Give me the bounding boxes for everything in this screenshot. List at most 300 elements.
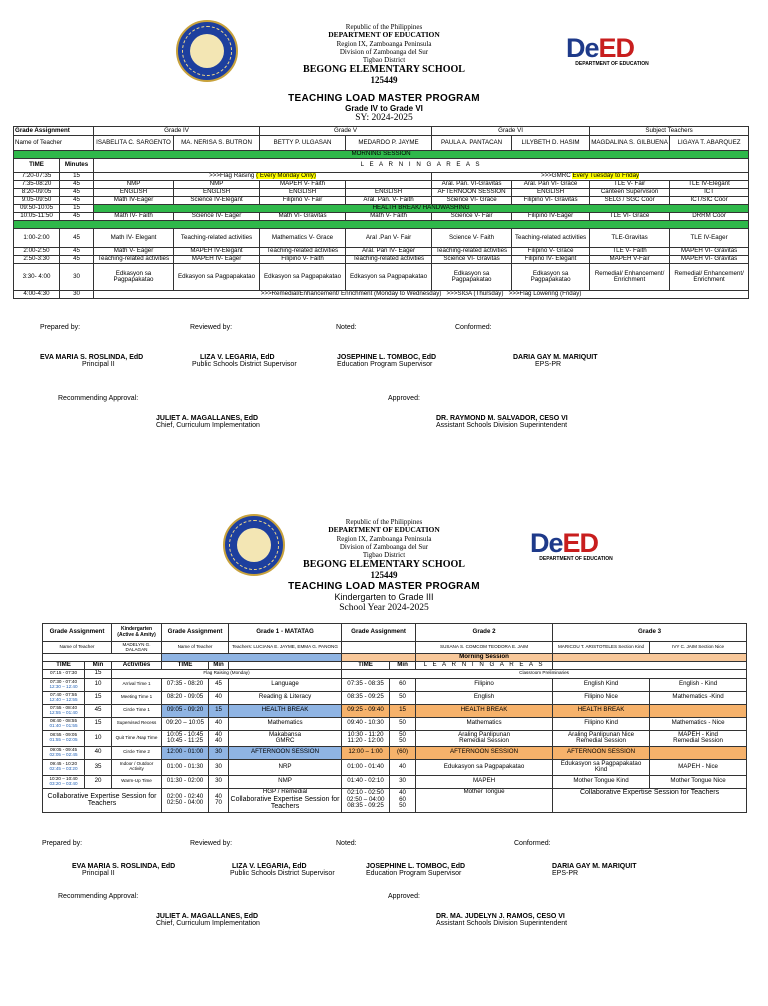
cell: Remedial/ Enhancement/ Enrichment	[590, 264, 670, 291]
school-name: BEGONG ELEMENTARY SCHOOL	[303, 63, 465, 75]
cell: MAPEH IV- Eager	[174, 256, 260, 264]
teacher-row	[43, 642, 747, 654]
cell: 15	[60, 205, 94, 213]
cell: Collaborative Expertise Session for Teachers	[553, 788, 747, 812]
cell-text: 02:00 - 02:40	[166, 792, 204, 800]
cell-text: 40	[215, 730, 222, 738]
cell: Grade V	[260, 127, 432, 136]
cell	[390, 730, 416, 746]
cell: Meeting Time 1	[112, 691, 162, 704]
cell-text: >>>GMRC	[540, 172, 571, 180]
cell-text: 60	[399, 795, 406, 803]
cell: Edkasyon sa Pagpapakatao	[432, 264, 512, 291]
signatory-eps-pr	[552, 863, 637, 877]
cell: 40	[390, 759, 416, 775]
cell: 12:00 – 1:00	[342, 746, 390, 759]
cell: 01:30 - 02:00	[162, 775, 209, 788]
cell: MA. NERISA S. BUTRON	[174, 136, 260, 151]
cell-text: 07:40 - 07:55	[49, 691, 78, 697]
cell: 08:20 - 09:05	[162, 691, 209, 704]
cell: 12:00 - 01:00	[162, 746, 209, 759]
cell: Edkasyon sa Pagpapakatao	[346, 264, 432, 291]
cell: ENGLISH	[346, 189, 432, 197]
cell	[650, 746, 747, 759]
cell: NMP	[229, 775, 342, 788]
cell	[650, 730, 747, 746]
cell: Grade Assignment	[14, 127, 94, 136]
cell: Grade 3	[553, 624, 747, 642]
cell	[43, 704, 85, 717]
cell: Morning Session	[416, 654, 553, 662]
cell: Subject Teachers	[590, 127, 749, 136]
cell: 09:05 - 09:20	[162, 704, 209, 717]
cell: 2:50-3:30	[14, 256, 60, 264]
cell: MAPEH - Nice	[650, 759, 747, 775]
cell: Grade IV	[94, 127, 260, 136]
signatory-position: Public Schools District Supervisor	[230, 870, 335, 877]
cell: Canteen Supervision	[590, 189, 670, 197]
cell	[43, 678, 85, 691]
table-row	[14, 229, 749, 248]
cell	[162, 788, 209, 812]
cell: 30	[390, 775, 416, 788]
cell-text: GMRC	[275, 737, 295, 744]
cell: Name of Teacher	[162, 642, 229, 654]
page-subtitle: Kindergarten to Grade III	[334, 592, 434, 603]
cell: 45	[60, 181, 94, 189]
cell: Quit Time /Nap Time	[112, 730, 162, 746]
cell: TIME	[342, 661, 390, 669]
cell: 4:00-4:30	[14, 291, 60, 299]
cell: Math VI- Gravitas	[260, 213, 346, 221]
cell: 09:40 - 10:30	[342, 717, 390, 730]
cell: 20	[85, 775, 112, 788]
cell: 45	[209, 678, 229, 691]
signatory-name: DARIA GAY M. MARIQUIT	[552, 863, 637, 870]
cell: 8:20-09:05	[14, 189, 60, 197]
cell: MORNING SESSION	[14, 151, 749, 159]
cell: NRP	[229, 759, 342, 775]
cell	[229, 788, 342, 812]
signatory-name: EVA MARIA S. ROSLINDA, EdD	[72, 863, 176, 870]
noted-label: Noted:	[336, 840, 357, 847]
cell-text: 02:10 - 02:50	[347, 789, 384, 797]
cell: MAPEH V-Fair	[590, 256, 670, 264]
cell: NMP	[94, 181, 174, 189]
approved-label: Approved:	[388, 395, 420, 402]
cell: ENGLISH	[174, 189, 260, 197]
cell-text: 12:40 – 12:55	[49, 696, 78, 702]
cell: Mathematics - Nice	[650, 717, 747, 730]
cell: Teaching-related activities	[260, 248, 346, 256]
cell-text: Remedial Session	[673, 737, 723, 744]
cell: Circle Time 2	[112, 746, 162, 759]
cell-text: 01:40 – 01:55	[49, 722, 78, 728]
signatory-position: Assistant Schools Division Superintendent	[436, 422, 568, 429]
cell: 50	[390, 691, 416, 704]
cell: Arrival Time 1	[112, 678, 162, 691]
recommending-label: Recommending Approval:	[58, 395, 139, 402]
cell: MAPEH IV-Elegant	[174, 248, 260, 256]
school-code: 125449	[370, 75, 398, 86]
cell: Filipino V- Faith	[260, 256, 346, 264]
cell: Reading & Literacy	[229, 691, 342, 704]
conformed-label: Conformed:	[514, 840, 551, 847]
cell: Grade Assignment	[162, 624, 229, 642]
cell: 30	[60, 264, 94, 291]
cell	[162, 654, 342, 662]
cell-text: 07:55 - 08:40	[49, 704, 78, 710]
cell-text: 01:55 – 02:05	[49, 737, 78, 742]
grade-assignment-row	[14, 127, 749, 136]
cell-text: 11:20 - 12:00	[347, 737, 384, 744]
deped-logo: DeED DEPARTMENT OF EDUCATION	[566, 33, 649, 67]
cell: TIME	[14, 159, 60, 173]
cell: Filipino Kind	[553, 717, 650, 730]
district-text: Tigbao District	[362, 55, 406, 64]
cell: 45	[60, 229, 94, 248]
cell	[342, 654, 416, 662]
cell: 07:35 - 08:20	[162, 678, 209, 691]
table-row	[43, 691, 747, 704]
cell-text: 02:50 - 04:00	[166, 799, 204, 806]
school-year: School Year 2024-2025	[339, 602, 429, 613]
cell: English Kind	[553, 678, 650, 691]
cell: 2:00-2:50	[14, 248, 60, 256]
cell: Grade 1 - MATATAG	[229, 624, 342, 642]
cell-text: 10:30 - 11:20	[347, 730, 384, 738]
cell: Filipino VI- Gravitas	[512, 197, 590, 205]
cell: Math V- Faith	[346, 213, 432, 221]
signatory-position: Chief, Curriculum Implementation	[156, 920, 260, 927]
cell: Supervised Recess	[112, 717, 162, 730]
cell-text: 10:05 - 10:45	[166, 730, 204, 738]
cell: AFTERNOON SESSION	[553, 746, 650, 759]
cell: Science VI- Gravitas	[432, 256, 512, 264]
cell: Activities	[112, 661, 162, 669]
cell-text: ( Every Monday Only)	[256, 172, 316, 180]
cell: 45	[60, 256, 94, 264]
cell	[346, 181, 432, 189]
cell: Minutes	[60, 159, 94, 173]
cell: 09:25 - 09:40	[342, 704, 390, 717]
school-name: BEGONG ELEMENTARY SCHOOL	[303, 558, 465, 570]
cell: English	[416, 691, 553, 704]
cell: Science V- Fair	[432, 213, 512, 221]
cell-text: 40	[215, 792, 222, 800]
cell: Filipino IV- Elegant	[512, 256, 590, 264]
cell: TIME	[43, 661, 85, 669]
cell: MAPEH V- Faith	[260, 181, 346, 189]
cell-text: 12:30 – 12:40	[49, 683, 78, 689]
cell: Aral. Pan VI- Grace	[512, 181, 590, 189]
signatory-position: Principal II	[82, 361, 115, 368]
cell: Aral. Pan IV- Eager	[346, 248, 432, 256]
table-row	[14, 197, 749, 205]
division-text: Division of Zamboanga del Sur	[339, 542, 429, 551]
cell: 30	[209, 759, 229, 775]
cell: 10	[85, 730, 112, 746]
cell: 9:05-09:50	[14, 197, 60, 205]
cell: TLE V- Faith	[590, 248, 670, 256]
cell: HEALTH BREAK	[229, 704, 342, 717]
cell: Circle Time 1	[112, 704, 162, 717]
cell: 45	[85, 704, 112, 717]
signatory-name: LIZA V. LEGARIA, EdD	[200, 354, 275, 361]
signatory-asds	[436, 913, 567, 927]
cell: Science IV-Elegant	[174, 197, 260, 205]
table-row	[14, 264, 749, 291]
signatory-eps	[337, 354, 436, 368]
cell-text: >>>Remedial/Enhancement/ Enrichment (Monday to Wednesday)	[260, 290, 442, 298]
cell: Edkasyon sa Pagpapakatao	[94, 264, 174, 291]
signatory-name: LIZA V. LEGARIA, EdD	[232, 863, 307, 870]
cell: Grade Assignment	[43, 624, 112, 642]
cell: Teaching-related activities	[512, 229, 590, 248]
cell: 08:35 - 09:25	[342, 691, 390, 704]
cell: 09:50-10:05	[14, 205, 60, 213]
signatory-principal	[72, 863, 175, 877]
cell-text: 50	[399, 730, 406, 738]
dept-text: DEPARTMENT OF EDUCATION	[328, 525, 440, 535]
cell: Mathematics -Kind	[650, 691, 747, 704]
cell: Mother Tongue Nice	[650, 775, 747, 788]
noted-label: Noted:	[336, 324, 357, 331]
cell: 50	[390, 717, 416, 730]
cell: 7:20-07:35	[14, 173, 60, 181]
cell	[43, 775, 85, 788]
cell	[229, 730, 342, 746]
cell: Filipino IV-Eager	[512, 213, 590, 221]
signatory-asds	[436, 415, 568, 429]
signatory-eps	[366, 863, 465, 877]
cell: PAULA A. PANTACAN	[432, 136, 512, 151]
cell	[390, 788, 416, 812]
cell-text: Collaborative Expertise Session for Teachers	[230, 795, 340, 811]
cell-text: MAPEH - Kind	[678, 730, 718, 738]
cell-text: 40	[399, 789, 406, 797]
cell: Name of Teacher	[14, 136, 94, 151]
cell-text: 09:45 - 10:20	[49, 761, 78, 767]
cell: 30	[60, 291, 94, 299]
cell-text: 02:05 – 02:45	[49, 751, 78, 757]
cell: NMP	[174, 181, 260, 189]
cell: TIME	[162, 661, 209, 669]
cell: 35	[85, 759, 112, 775]
cell: Mathematics V- Grace	[260, 229, 346, 248]
cell-text: 07:30 - 07:40	[49, 678, 78, 684]
cell: Min	[390, 661, 416, 669]
cell: Edukasyon sa Pagpapakatao Kind	[553, 759, 650, 775]
cell: Flag Raising (Monday)	[112, 669, 342, 678]
cell: Math IV- Faith	[94, 213, 174, 221]
cell: Edkasyon sa Pagpapakatao	[174, 264, 260, 291]
signatory-position: Chief, Curriculum Implementation	[156, 422, 260, 429]
table-row	[14, 173, 749, 181]
cell	[553, 730, 650, 746]
page1-header	[0, 23, 768, 124]
cell: TLE-Gravitas	[590, 229, 670, 248]
cell: 40	[209, 717, 229, 730]
cell-text: >>>SIGA (Thursday)	[446, 290, 504, 298]
cell: Aral. Pan. VI-Gravitas	[432, 181, 512, 189]
cell: ENGLISH	[512, 189, 590, 197]
cell: Mathematics	[416, 717, 553, 730]
cell-text: 10:45 - 11:25	[167, 737, 204, 744]
cell: DRRM Coor	[670, 213, 749, 221]
cell	[209, 730, 229, 746]
cell-text: 50	[399, 737, 406, 744]
cell	[43, 654, 162, 662]
cell: ISABELITA C. SARGENTO	[94, 136, 174, 151]
cell: 30	[209, 746, 229, 759]
dept-text: DEPARTMENT OF EDUCATION	[328, 30, 440, 40]
signatory-position: EPS-PR	[535, 361, 562, 368]
cell: 15	[209, 704, 229, 717]
cell: HEALTH BREAK	[553, 704, 650, 717]
cell: 1:00-2:00	[14, 229, 60, 248]
signatory-name: JOSEPHINE L. TOMBOC, EdD	[337, 354, 437, 361]
column-head-row	[43, 661, 747, 669]
table-row	[14, 189, 749, 197]
cell-text: HGP / Remedial	[262, 788, 308, 796]
cell-text: >>>Flag Raising	[209, 172, 255, 180]
cell-text: Remedial Session	[459, 737, 509, 744]
cell	[94, 173, 432, 181]
cell: SELG / SGC Coor	[590, 197, 670, 205]
cell: MAPEH VI- Gravitas	[670, 248, 749, 256]
table-row	[43, 775, 747, 788]
cell-text: Araling Panlipunan	[458, 730, 511, 738]
page-subtitle: Grade IV to Grade VI	[345, 104, 423, 114]
cell: TLE IV-Eager	[670, 229, 749, 248]
cell: 45	[60, 189, 94, 197]
cell	[43, 759, 85, 775]
cell: TLE IV-Elegant	[670, 181, 749, 189]
cell: 3:30- 4:00	[14, 264, 60, 291]
session-row	[14, 221, 749, 229]
page-title: TEACHING LOAD MASTER PROGRAM	[288, 580, 480, 592]
cell	[43, 717, 85, 730]
column-head-row	[14, 159, 749, 173]
signatory-position: Education Program Supervisor	[366, 870, 462, 877]
cell: Filipino	[416, 678, 553, 691]
signatory-name: JOSEPHINE L. TOMBOC, EdD	[366, 863, 466, 870]
signatory-name: JULIET A. MAGALLANES, EdD	[156, 913, 259, 920]
cell	[342, 642, 416, 654]
cell	[229, 661, 342, 669]
cell	[342, 730, 390, 746]
cell: 15	[85, 691, 112, 704]
cell: Aral .Pan V- Fair	[346, 229, 432, 248]
region-text: Region IX, Zamboanga Peninsula	[336, 39, 432, 48]
cell: Min	[85, 661, 112, 669]
cell-text: 70	[215, 799, 222, 806]
signatory-chief	[156, 913, 260, 927]
cell: Science VI- Grace	[432, 197, 512, 205]
cell	[94, 291, 749, 299]
cell: Language	[229, 678, 342, 691]
cell: 45	[60, 197, 94, 205]
cell: 40	[209, 691, 229, 704]
cell: 01:40 - 02:10	[342, 775, 390, 788]
cell: Collaborative Expertise Session for Teachers	[43, 788, 162, 812]
cell: 01:00 - 01:30	[162, 759, 209, 775]
table-row	[43, 717, 747, 730]
table-row	[14, 213, 749, 221]
cell: ICT	[670, 189, 749, 197]
region-text: Region IX, Zamboanga Peninsula	[336, 534, 432, 543]
cell: ENGLISH	[260, 189, 346, 197]
cell	[43, 691, 85, 704]
cell: Edukasyon sa Pagpapakatao	[416, 759, 553, 775]
recommending-label: Recommending Approval:	[58, 893, 139, 900]
cell: 10	[85, 678, 112, 691]
cell: MARICOU T. ARISTOTELES Section Kind	[553, 642, 650, 654]
page2-header	[0, 518, 768, 613]
cell: Teaching-related activities	[94, 256, 174, 264]
cell	[43, 746, 85, 759]
cell: TLE VI- Grace	[590, 213, 670, 221]
cell	[432, 173, 749, 181]
cell: (60)	[390, 746, 416, 759]
cell: IVY C. JAIM Section Nice	[650, 642, 747, 654]
cell: 09:20 – 10:05	[162, 717, 209, 730]
cell: Grade 2	[416, 624, 553, 642]
cell-text: 08:35 - 09:25	[347, 802, 384, 810]
cell: Science IV- Eager	[174, 213, 260, 221]
cell-text: Every Tuesday to Friday	[572, 172, 640, 180]
cell: SUSANA S. COMCOM TEODORA E. JAIM	[416, 642, 553, 654]
cell-text: 02:45 – 03:20	[49, 766, 78, 771]
cell: 15	[85, 717, 112, 730]
cell: LIGAYA T. ABARQUEZ	[670, 136, 749, 151]
cell: 10:05-11:50	[14, 213, 60, 221]
school-year: SY: 2024-2025	[355, 113, 413, 124]
cell: 07:35 - 08:35	[342, 678, 390, 691]
signatory-supervisor	[232, 863, 335, 877]
cell: MADELYN G. DALAGAN	[112, 642, 162, 654]
conformed-label: Conformed:	[455, 324, 492, 331]
school-code: 125449	[370, 570, 398, 581]
district-text: Tigbao District	[362, 550, 406, 559]
cell-text: 12:55 – 01:40	[49, 709, 78, 715]
cell: Remedial/ Enhancement/ Enrichment	[670, 264, 749, 291]
cell: LILYBETH D. HASIM	[512, 136, 590, 151]
signatory-position: EPS-PR	[552, 870, 579, 877]
cell: Edkasyon sa Pagpapakatao	[260, 264, 346, 291]
cell: TLE V- Fair	[590, 181, 670, 189]
cell: MAGDALINA S. GILBUENA	[590, 136, 670, 151]
signatory-name: DARIA GAY M. MARIQUIT	[513, 354, 598, 361]
reviewed-label: Reviewed by:	[190, 324, 233, 331]
cell: MEDARDO P. JAYME	[346, 136, 432, 151]
grade-head-row	[43, 624, 747, 642]
cell: Science V- Faith	[432, 229, 512, 248]
cell: Filipino Nice	[553, 691, 650, 704]
cell-text: 10:20 – 10:40	[49, 775, 78, 781]
cell: Mathematics	[229, 717, 342, 730]
cell: 60	[390, 678, 416, 691]
cell: 7:35-08:20	[14, 181, 60, 189]
cell-text: Araling Panlipunan Nice	[568, 730, 635, 738]
cell: MAPEH VI- Gravitas	[670, 256, 749, 264]
cell: Mother Tongue Kind	[553, 775, 650, 788]
cell: BETTY P. ULGASAN	[260, 136, 346, 151]
republic-text: Republic of the Philippines	[345, 518, 423, 526]
cell-text: 08:40 - 08:55	[49, 717, 78, 723]
cell: Filipino V- Fair	[260, 197, 346, 205]
